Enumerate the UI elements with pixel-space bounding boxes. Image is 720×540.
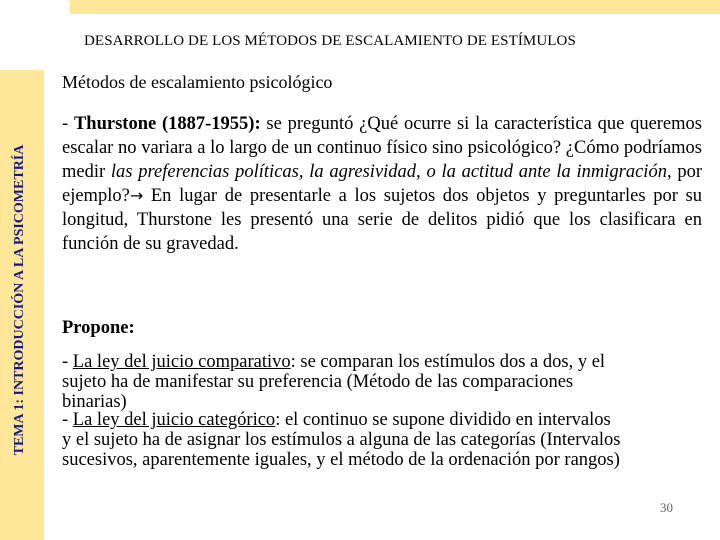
law-text: binarias) [62, 392, 127, 412]
thurstone-name: Thurstone (1887-1955): [73, 114, 261, 134]
law-text: y el sujeto ha de asignar los estímulos a alguna de las categorías (Intervalos [62, 430, 621, 450]
categorical-law-item [62, 410, 720, 470]
top-accent-bar [70, 0, 720, 14]
dash: - [62, 114, 74, 134]
law-text: sucesivos, aparentemente iguales, y el método de la ordenación por rangos) [62, 450, 620, 470]
comparative-law-item [62, 352, 720, 412]
arrow-right-icon: → [129, 186, 144, 205]
para-text: , por ejemplo? [62, 162, 702, 206]
comparative-law-name: La ley del juicio comparativo [72, 352, 291, 372]
thurstone-paragraph [62, 112, 702, 256]
section-title: Métodos de escalamiento psicológico [62, 72, 333, 92]
page-number: 30 [660, 500, 673, 515]
dash: - [62, 410, 73, 430]
italic-examples: las preferencias políticas, la agresividad, o la actitud ante la inmigración [110, 162, 667, 182]
slide-content [62, 70, 712, 470]
vertical-topic-title: TEMA 1: INTRODUCCIÓN A LA PSICOMETRÍA [12, 144, 27, 456]
slide-header-title: DESARROLLO DE LOS MÉTODOS DE ESCALAMIENTO DE ESTÍMULOS [84, 33, 576, 49]
para-text: En lugar de presentarle a los sujetos dos objetos y preguntarles por su longitud, Thurstone les presentó una serie de delitos pidió que los clasificara en función de su gravedad. [62, 186, 702, 254]
law-text: sujeto ha de manifestar su preferencia (Método de las comparaciones [62, 372, 574, 392]
para-text: se preguntó ¿Qué ocurre si la característica que queremos escalar no variara a lo largo de un continuo físico sino psicológico? ¿Cómo podríamos medir [62, 114, 702, 182]
law-text: : el continuo se supone dividido en intervalos [275, 410, 611, 430]
propone-label: Propone: [62, 318, 135, 338]
categorical-law-name: La ley del juicio categórico [72, 410, 276, 430]
law-text: : se comparan los estímulos dos a dos, y el [290, 352, 606, 372]
dash: - [62, 352, 73, 372]
